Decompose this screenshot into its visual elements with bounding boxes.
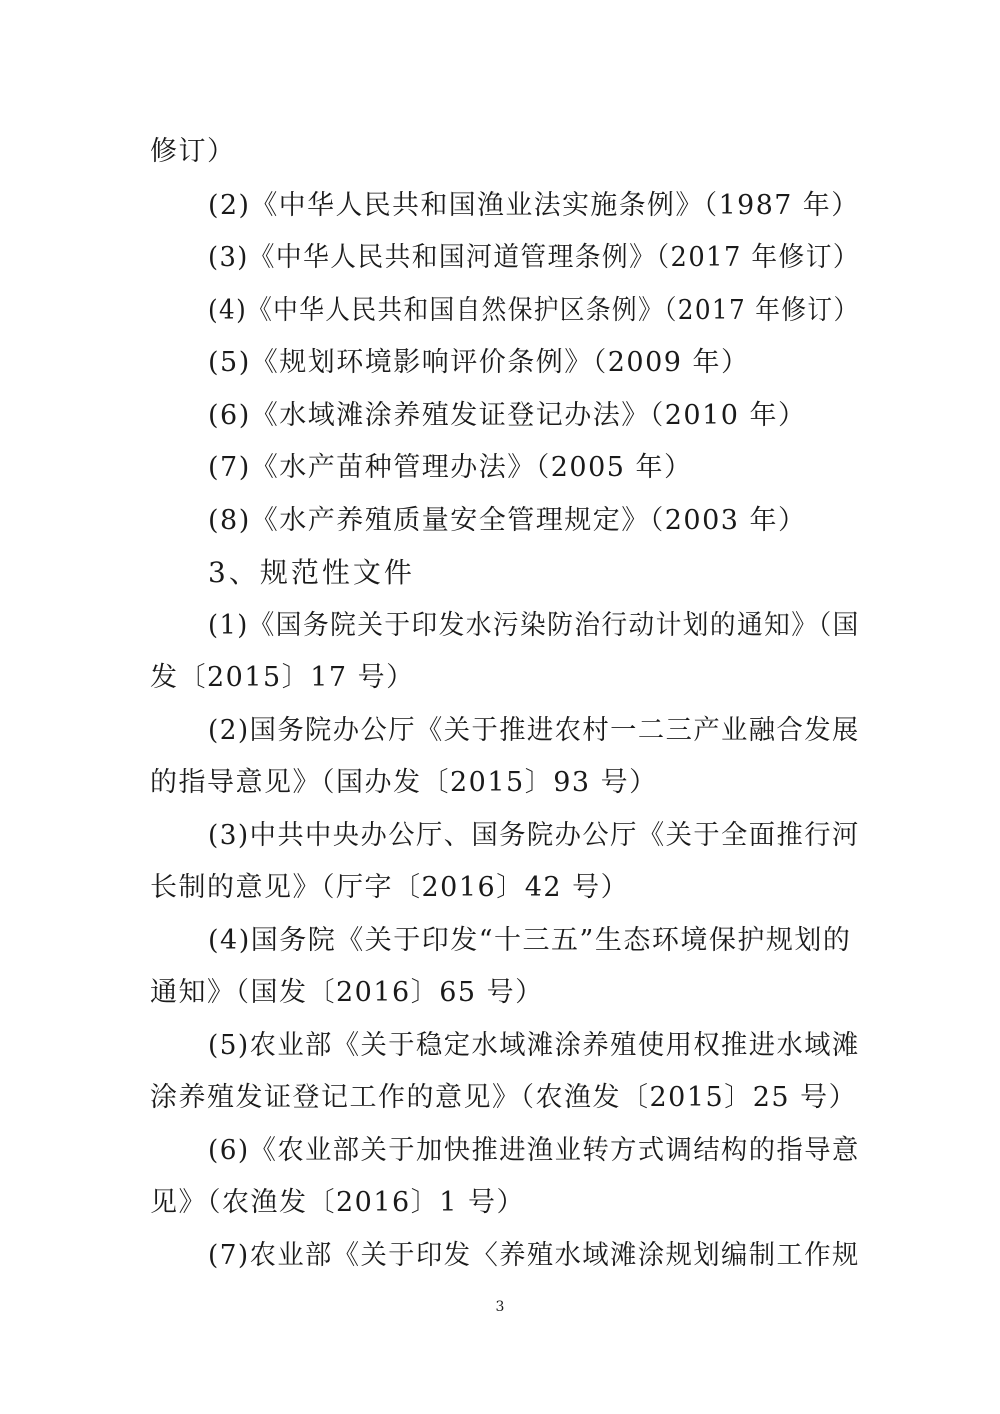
- text-line: (1)《国务院关于印发水污染防治行动计划的通知》（国: [208, 610, 860, 641]
- text-line: (4)国务院《关于印发“十三五”生态环境保护规划的: [208, 925, 852, 956]
- text-line: 通知》（国发〔2016〕65 号）: [150, 977, 544, 1008]
- text-line: (8)《水产养殖质量安全管理规定》（2003 年）: [208, 505, 807, 536]
- text-line: (7)农业部《关于印发〈养殖水域滩涂规划编制工作规: [208, 1240, 860, 1271]
- text-line: (2)《中华人民共和国渔业法实施条例》（1987 年）: [208, 190, 860, 221]
- text-line: (3)中共中央办公厅、国务院办公厅《关于全面推行河: [208, 820, 860, 851]
- text-line: 修订）: [150, 136, 236, 167]
- text-line: (3)《中华人民共和国河道管理条例》（2017 年修订）: [208, 242, 861, 273]
- text-line: (5)《规划环境影响评价条例》（2009 年）: [208, 347, 750, 378]
- text-line: (6)《水域滩涂养殖发证登记办法》（2010 年）: [208, 400, 807, 431]
- text-line: (2)国务院办公厅《关于推进农村一二三产业融合发展: [208, 715, 860, 746]
- text-line: 见》（农渔发〔2016〕1 号）: [150, 1187, 525, 1218]
- text-line: 发〔2015〕17 号）: [150, 662, 415, 693]
- text-line: (5)农业部《关于稳定水域滩涂养殖使用权推进水域滩: [208, 1030, 860, 1061]
- section-heading: 3、规范性文件: [208, 556, 415, 589]
- text-line: 长制的意见》（厅字〔2016〕42 号）: [150, 872, 630, 903]
- text-line: (6)《农业部关于加快推进渔业转方式调结构的指导意: [208, 1135, 860, 1166]
- text-line: 的指导意见》（国办发〔2015〕93 号）: [150, 767, 658, 798]
- text-line: (4)《中华人民共和国自然保护区条例》（2017 年修订）: [208, 295, 860, 326]
- text-line: 涂养殖发证登记工作的意见》（农渔发〔2015〕25 号）: [150, 1082, 858, 1113]
- text-line: (7)《水产苗种管理办法》（2005 年）: [208, 452, 693, 483]
- page-number: 3: [495, 1299, 505, 1315]
